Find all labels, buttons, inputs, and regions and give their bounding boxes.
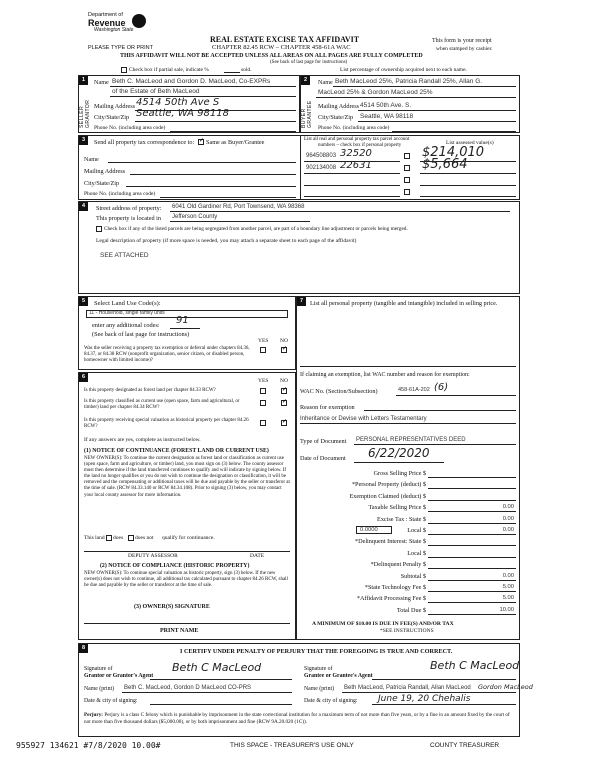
grantor-date-label: Date & city of signing: <box>84 698 138 704</box>
fee-row-value[interactable]: 0.00 <box>502 527 514 533</box>
land-does-not-label: does not <box>135 535 154 541</box>
fee-row-value[interactable]: 0.00 <box>502 573 514 579</box>
seller-mailing-label: Mailing Address <box>94 103 136 110</box>
fee-row-label: *Delinquent Penalty $ <box>370 561 426 568</box>
deputy-date-label: DATE <box>250 553 265 559</box>
assessed-value[interactable]: $214,010 <box>422 145 485 160</box>
section-8-number: 8 <box>79 644 88 653</box>
exemption-question: Was the seller receiving a property tax exemption or deferral under chapters 84.36, 84.37, or 84.38 RCW (nonprofit organization, senior citizen, or disabled person, homeowner with limited income)? <box>84 346 250 363</box>
same-as-buyer-label: Same as Buyer/Grantee <box>206 139 265 146</box>
wac-value[interactable]: 458-61A-202 <box>398 387 430 393</box>
fee-row-label: Excise Tax : State $ <box>377 516 426 523</box>
grantee-name-label: Name (print) <box>304 686 335 692</box>
fee-row-label: Local $ <box>407 527 426 534</box>
wac-label: WAC No. (Section/Subsection) <box>300 388 378 395</box>
seller-mailing-value[interactable]: 4514 50th Ave S <box>136 97 220 108</box>
grantor-name-value[interactable]: Beth C. MacLeod, Gordon D MacLeod CO-PRS <box>124 685 252 691</box>
current-use-question: Is this property classified as current use (open space, farm and agricultural, or timber) land per chapter 84.34 RCW? <box>84 399 240 410</box>
additional-codes-value[interactable]: 91 <box>176 315 189 326</box>
land-use-yes: YES <box>258 338 269 344</box>
fee-row-label: *Personal Property (deduct) $ <box>351 481 426 488</box>
personal-property-label: List all personal property (tangible and intangible) included in selling price. <box>310 300 498 307</box>
see-back-header: (See back of last page for instructions) <box>270 60 348 65</box>
buyer-mailing-label: Mailing Address <box>318 103 360 110</box>
fee-row-value[interactable]: 0.00 <box>502 516 514 522</box>
perjury-text: Perjury is a class C felony which is punishable by imprisonment in the state correctional institution for a maximum term of not more than five years, or by a fine in an amount fixed by the court of not more than five thousand dollars ($5,000.00), or by both imprisonment and fine (RCW 9A.20.020 (1C)). <box>84 712 510 725</box>
partial-sale-checkbox[interactable] <box>121 67 127 73</box>
historical-no-checkbox[interactable] <box>281 420 287 426</box>
section-4-number: 4 <box>79 202 88 211</box>
recording-stamp: 955927 134621 #7/8/2020 10.00# <box>16 741 161 750</box>
perjury-label: Perjury: <box>84 712 104 718</box>
seller-name-value-2[interactable]: of the Estate of Beth MacLeod <box>112 88 200 95</box>
fee-row-label: Local $ <box>407 550 426 557</box>
seller-city-value[interactable]: Seattle, WA 98118 <box>136 108 229 119</box>
deputy-assessor-label: DEPUTY ASSESSOR <box>128 553 178 559</box>
q-no: NO <box>280 378 288 384</box>
located-value[interactable]: Jefferson County <box>172 214 218 220</box>
receipt-note-2: when stamped by cashier. <box>436 46 493 52</box>
current-use-yes-checkbox[interactable] <box>260 400 266 406</box>
doc-date-value[interactable]: 6/22/2020 <box>368 446 430 460</box>
buyer-city-label: City/State/Zip <box>318 114 354 121</box>
fee-row-value[interactable]: 5.00 <box>502 595 514 601</box>
parcel-handwritten: 22631 <box>340 160 372 171</box>
located-label: This property is located in <box>96 215 161 222</box>
buyer-name-value[interactable]: Beth MacLeod 25%, Patricia Randall 25%, Allan G. <box>335 78 483 85</box>
parcel-header-2: numbers – check box if personal property <box>318 143 402 148</box>
grantor-name-label: Name (print) <box>84 686 115 692</box>
fee-row-value[interactable]: 10.00 <box>499 607 514 613</box>
local-rate-field[interactable] <box>356 526 392 534</box>
corr-city-label: City/State/Zip <box>84 180 120 187</box>
grantee-date-label: Date & city of signing: <box>304 698 358 704</box>
see-instructions-note: *SEE INSTRUCTIONS <box>380 628 434 634</box>
land-use-see-back: (See back of last page for instructions) <box>92 331 190 338</box>
doc-type-label: Type of Document <box>300 438 347 445</box>
buyer-phone-label: Phone No. (including area code) <box>318 125 390 131</box>
form-chapter: CHAPTER 82.45 RCW – CHAPTER 458-61A WAC <box>212 44 351 51</box>
receipt-note-1: This form is your receipt <box>432 38 492 44</box>
exemption-yes-checkbox[interactable] <box>260 347 266 353</box>
fee-row-label: *State Technology Fee $ <box>364 584 426 591</box>
grantor-sig-label-2: Grantor or Grantor's Agent <box>84 673 154 679</box>
warning-text: THIS AFFIDAVIT WILL NOT BE ACCEPTED UNLESS ALL AREAS ON ALL PAGES ARE FULLY COMPLETED <box>120 53 423 59</box>
parcel-handwritten: 32520 <box>340 148 372 159</box>
county-treasurer: COUNTY TREASURER <box>430 742 500 749</box>
owner-signature-label: (3) OWNER(S) SIGNATURE <box>134 604 210 610</box>
treasurer-use-only: THIS SPACE - TREASURER'S USE ONLY <box>230 742 354 749</box>
logo-line-3: Washington State <box>94 27 134 33</box>
fee-row-label: Taxable Selling Price $ <box>368 504 426 511</box>
fee-row-label: Exemption Claimed (deduct) $ <box>349 493 426 500</box>
exemption-no-checkbox[interactable] <box>281 347 287 353</box>
fee-row-label: Subtotal $ <box>400 573 426 580</box>
certify-statement: I CERTIFY UNDER PENALTY OF PERJURY THAT THE FOREGOING IS TRUE AND CORRECT. <box>180 648 453 655</box>
dor-logo <box>88 12 158 42</box>
personal-property-checkbox[interactable] <box>404 153 410 159</box>
doc-type-value[interactable]: PERSONAL REPRESENTATIVES DEED <box>356 437 466 443</box>
personal-property-checkbox[interactable] <box>404 177 410 183</box>
fee-row-label: *Affidavit Processing Fee $ <box>356 595 426 602</box>
land-does-label: does <box>113 535 124 541</box>
section-5-number: 5 <box>79 297 88 306</box>
corr-mailing-label: Mailing Address <box>84 168 126 175</box>
land-does-not-checkbox[interactable] <box>128 535 134 541</box>
legal-description-label: Legal description of property (if more space is needed, you may attach a separate sheet to each page of the affidavit) <box>96 238 357 244</box>
local-rate-value: 0.0000 <box>360 527 378 533</box>
additional-codes-label: enter any additional codes: <box>92 322 160 329</box>
fee-row-value[interactable]: 5.00 <box>502 584 514 590</box>
assessed-header: List assessed value(s) <box>446 140 494 146</box>
current-use-no-checkbox[interactable] <box>281 400 287 406</box>
legal-description-value[interactable]: SEE ATTACHED <box>100 252 149 259</box>
partial-sale-label: Check box if partial sale, indicate % <box>129 67 209 73</box>
grantee-signature[interactable]: Beth C MacLeod <box>430 659 520 672</box>
land-does-checkbox[interactable] <box>106 535 112 541</box>
partial-sale-percent[interactable] <box>224 72 240 73</box>
boundary-note: Check box if any of the listed parcels are being segregated from another parcel, are part of a boundary line adjustment or parcels being merged. <box>104 226 408 232</box>
seller-phone-label: Phone No. (including area code) <box>94 125 166 131</box>
personal-property-checkbox[interactable] <box>404 189 410 195</box>
buyer-name-value-2[interactable]: MacLeod 25% & Gordon MacLeod 25% <box>318 89 433 96</box>
land-use-no: NO <box>280 338 288 344</box>
same-as-buyer-checkbox[interactable] <box>198 139 204 145</box>
section-6-number: 6 <box>79 373 88 382</box>
street-address-value[interactable]: 6041 Old Gardiner Rd, Port Townsend, WA 98368 <box>172 204 305 210</box>
section-6-current-use <box>78 372 296 640</box>
forest-no-checkbox[interactable] <box>281 388 287 394</box>
grantor-signature[interactable]: Beth C MacLeod <box>172 661 262 674</box>
land-use-selected: 11 - Household, single family units <box>89 310 165 316</box>
fee-row-value[interactable]: 0.00 <box>502 504 514 510</box>
notice-2-text: NEW OWNER(S): To continue special valuation as historic property, sign (3) below. If the new owner(s) does not wish to continue, all additional tax calculated pursuant to chapter 84.26 RCW, shall be due and payable by the seller or transferor at the time of sale. <box>84 571 288 589</box>
fee-row-label: Gross Selling Price $ <box>373 470 426 477</box>
grantee-sig-label-2: Grantee or Grantee's Agent <box>304 673 373 679</box>
parcel-number[interactable]: 902134008 <box>306 165 337 171</box>
fee-row-label: Total Due $ <box>396 607 426 614</box>
seller-city-label: City/State/Zip <box>94 114 130 121</box>
section-1-number: 1 <box>79 76 88 85</box>
grantee-sig-label-1: Signature of <box>304 666 333 672</box>
print-name-label: PRINT NAME <box>160 628 199 634</box>
corr-name-label: Name <box>84 156 99 163</box>
assessed-value[interactable]: $5,664 <box>422 157 468 172</box>
seller-grantor-label: SELLER GRANTOR <box>79 99 91 128</box>
forest-land-question: Is this property designated as forest land per chapter 84.33 RCW? <box>84 388 216 393</box>
minimum-due-note: A MINIMUM OF $10.00 IS DUE IN FEE(S) AND/OR TAX <box>312 621 454 627</box>
section-7-number: 7 <box>297 297 306 306</box>
grantee-name-value[interactable]: Beth MacLeod, Patricia Randall, Allan MacLeod <box>344 685 471 691</box>
ownership-note: List percentage of ownership acquired next to each name. <box>340 67 467 73</box>
this-land-label: This land <box>84 535 105 541</box>
notice-1-title: (1) NOTICE OF CONTINUANCE (FOREST LAND OR CURRENT USE) <box>84 448 269 454</box>
buyer-mailing-value[interactable]: 4514 50th Ave. S. <box>360 102 412 109</box>
grantee-date-value[interactable]: June 19, 20 Chehalis <box>378 694 471 704</box>
qualify-label: qualify for continuance. <box>162 535 215 541</box>
historical-question: Is this property receiving special valuation as historical property per chapter 84.26 RCW? <box>84 418 249 429</box>
land-use-label: Select Land Use Code(s): <box>94 300 161 307</box>
corr-phone-label: Phone No. (including area code) <box>84 191 156 197</box>
parcel-header-1: List all real and personal property tax parcel account <box>304 137 410 142</box>
grantee-name-handwritten: Gordon MacLeod <box>478 683 533 691</box>
buyer-grantee-label: BUYER GRANTEE <box>301 100 313 128</box>
wac-handwritten: (6) <box>434 382 449 393</box>
historical-yes-checkbox[interactable] <box>260 420 266 426</box>
street-address-label: Street address of property: <box>96 205 162 212</box>
perjury-notice <box>84 712 516 725</box>
logo-line-2: Revenue <box>88 18 126 28</box>
buyer-name-label: Name <box>318 79 333 86</box>
logo-line-1: Department of <box>88 12 123 18</box>
personal-property-checkbox[interactable] <box>404 165 410 171</box>
forest-yes-checkbox[interactable] <box>260 388 266 394</box>
send-to-label: Send all property tax correspondence to: <box>94 139 195 146</box>
seller-name-value[interactable]: Beth C. MacLeod and Gordon D. MacLeod, Co-EXPRs <box>112 78 271 85</box>
boundary-checkbox[interactable] <box>96 226 102 232</box>
doc-date-label: Date of Document <box>300 455 346 462</box>
logo-swoosh-icon <box>132 14 146 28</box>
notice-1-text: NEW OWNER(S): To continue the current designation as forest land or classification as current use (open space, farm and agriculture, or timber) land, you must sign on (3) below. The county assessor must then determine if the land transferred continues to qualify and will indicate by signing below. If the land no longer qualifies or you do not wish to continue the designation or classification, it will be removed and the compensating or additional taxes will be due and payable by the seller or transferor at the time of sale. (RCW 84.33.140 or RCW 84.34.108). Prior to signing (3) below, you may contact your local county assessor for more information. <box>84 456 290 498</box>
fee-row-label: *Delinquent Interest: State $ <box>355 538 426 545</box>
grantor-sig-label-1: Signature of <box>84 666 113 672</box>
section-2-number: 2 <box>301 76 310 85</box>
section-3-number: 3 <box>79 136 88 145</box>
q-yes: YES <box>258 378 269 384</box>
form-title: REAL ESTATE EXCISE TAX AFFIDAVIT <box>210 35 360 44</box>
reason-label: Reason for exemption <box>300 404 355 411</box>
if-yes-note: If any answers are yes, complete as instructed below. <box>84 437 201 443</box>
reason-value[interactable]: Inheritance or Devise with Letters Testamentary <box>300 416 427 422</box>
claiming-exemption-label: If claiming an exemption, list WAC number and reason for exemption: <box>300 372 470 378</box>
please-type: PLEASE TYPE OR PRINT <box>88 45 154 51</box>
partial-sold-label: sold. <box>241 67 252 73</box>
buyer-city-value[interactable]: Seattle, WA 98118 <box>360 113 414 120</box>
parcel-number[interactable]: 964508803 <box>306 153 337 159</box>
notice-2-title: (2) NOTICE OF COMPLIANCE (HISTORIC PROPERTY) <box>100 563 250 569</box>
seller-name-label: Name <box>94 79 109 86</box>
